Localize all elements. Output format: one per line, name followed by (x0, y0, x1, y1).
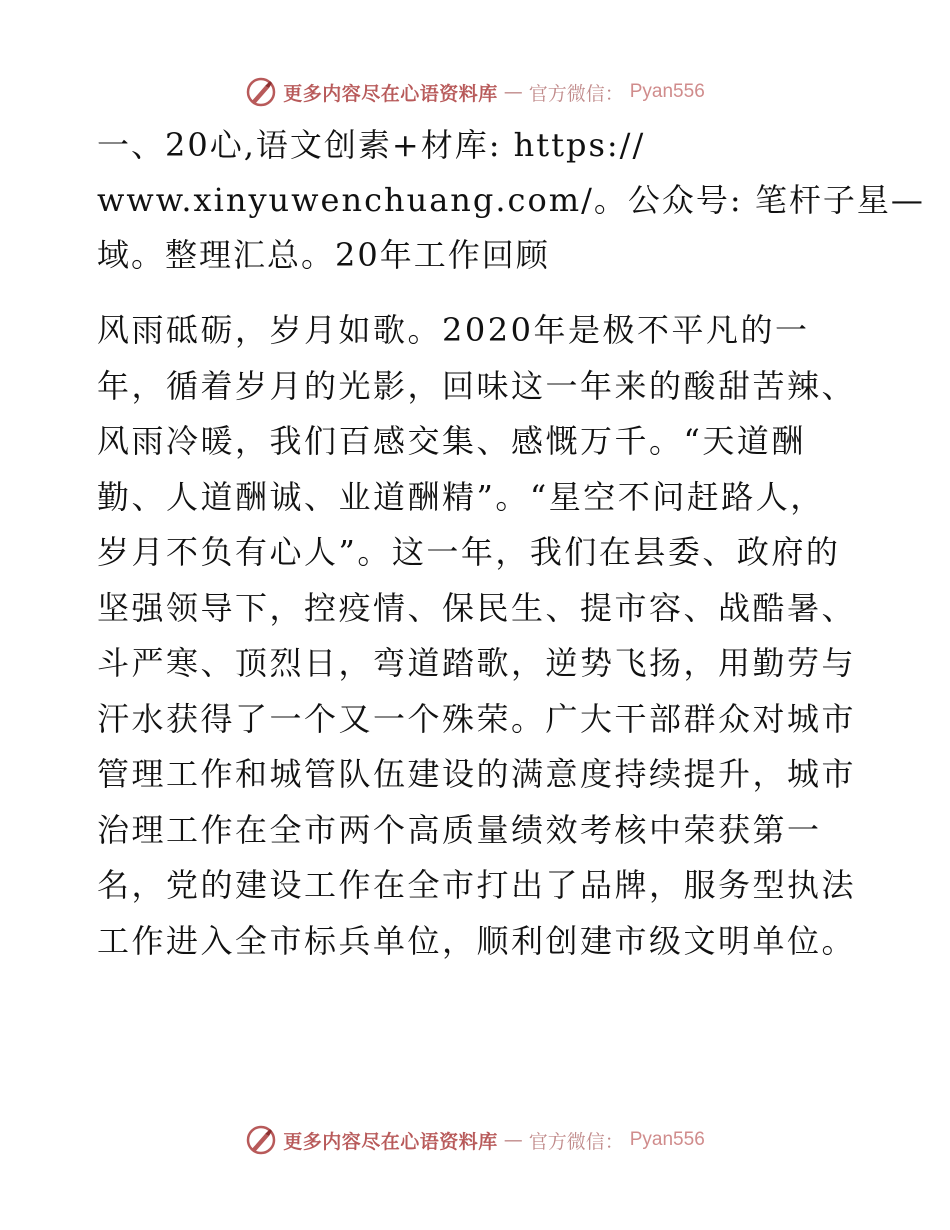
paragraph-line: 风雨冷暖，我们百感交集、感慨万千。“天道酬 (97, 422, 806, 460)
pen-logo-icon (245, 1124, 277, 1156)
banner-account-id: Pyan556 (629, 1129, 705, 1150)
banner-official-label: 官方微信： (528, 82, 624, 105)
heading-line: www.xinyuwenchuang.com/。公众号: 笔杆子星— (97, 181, 925, 219)
banner-title: 更多内容尽在心语资料库 (283, 1130, 498, 1153)
paragraph-line: 斗严寒、顶烈日，弯道踏歌，逆势飞扬，用勤劳与 (97, 644, 857, 682)
banner-title: 更多内容尽在心语资料库 (283, 82, 498, 105)
paragraph-line: 岁月不负有心人”。这一年，我们在县委、政府的 (97, 533, 841, 571)
paragraph-line: 勤、人道酬诚、业道酬精”。“星空不问赶路人， (97, 477, 825, 516)
paragraph-line: 名，党的建设工作在全市打出了品牌，服务型执法 (97, 866, 857, 904)
paragraph-line: 工作进入全市标兵单位，顺利创建市级文明单位。 (97, 921, 857, 960)
paragraph-line: 治理工作在全市两个高质量绩效考核中荣获第一 (97, 810, 822, 849)
paragraph-line: 风雨砥砺，岁月如歌。2020年是极不平凡的一 (97, 311, 810, 349)
paragraph-line: 坚强领导下，控疫情、保民生、提市容、战酷暑、 (97, 588, 857, 627)
banner-account-id: Pyan556 (629, 81, 705, 102)
banner-official-label: 官方微信： (528, 1130, 624, 1153)
header-banner (0, 72, 950, 112)
paragraph-line: 汗水获得了一个又一个殊荣。广大干部群众对城市 (97, 699, 857, 738)
heading-line: 域。整理汇总。20年工作回顾 (97, 236, 550, 274)
banner-separator: — (503, 81, 523, 103)
paragraph-line: 年，循着岁月的光影，回味这一年来的酸甜苦辣、 (97, 366, 857, 405)
pen-logo-icon (245, 76, 277, 108)
heading-line: 一、20心,语文创素+材库: https:// (97, 126, 646, 164)
document-body (97, 118, 925, 969)
footer-banner (0, 1120, 950, 1160)
paragraph-line: 管理工作和城管队伍建设的满意度持续提升，城市 (97, 755, 857, 793)
banner-separator: — (503, 1129, 523, 1151)
